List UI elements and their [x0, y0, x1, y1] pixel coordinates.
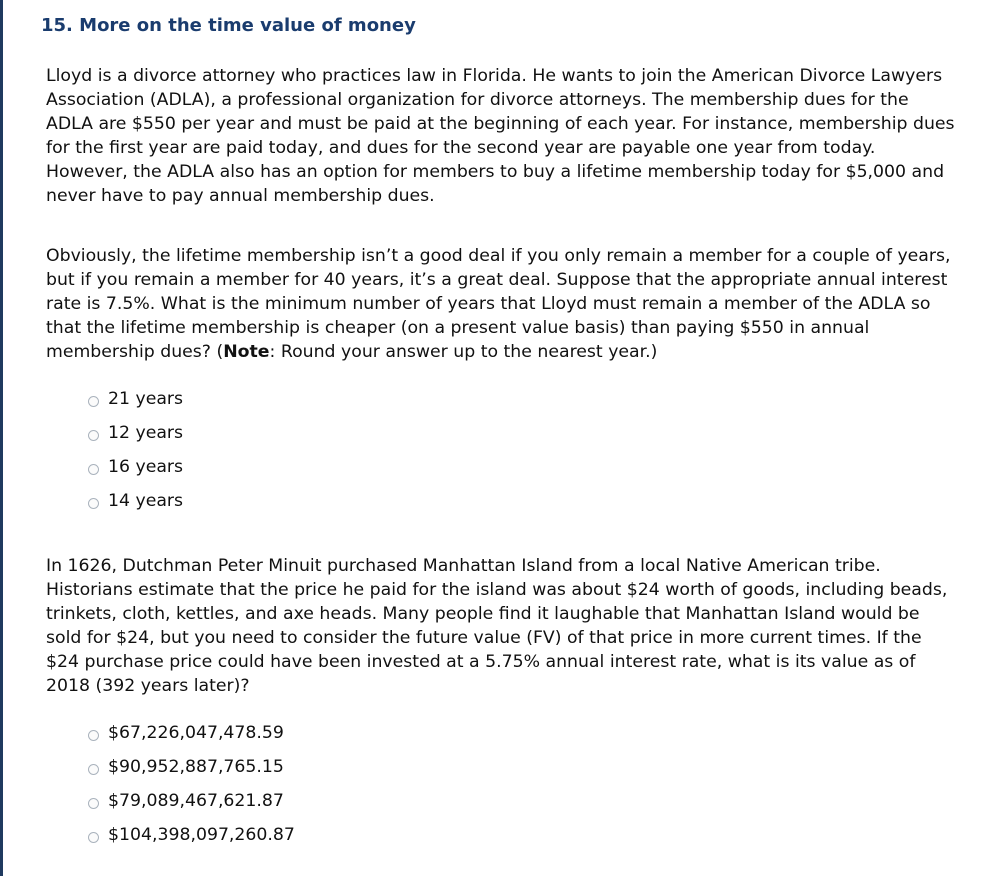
note-text: : Round your answer up to the nearest year.)	[269, 342, 658, 362]
option-16-years[interactable]	[88, 450, 183, 484]
option-label: $90,952,887,765.15	[108, 757, 284, 777]
radio-button[interactable]	[88, 730, 99, 741]
left-border	[0, 0, 3, 876]
option-fv-2[interactable]	[88, 750, 295, 784]
question-title: 15. More on the time value of money	[41, 15, 416, 36]
future-value-options	[88, 716, 295, 852]
option-label: 12 years	[108, 423, 184, 443]
lloyd-scenario-paragraph: Lloyd is a divorce attorney who practices law in Florida. He wants to join the American Divorce Lawyers Association (ADLA), a professional organization for divorce attorneys. The membership dues for the ADLA are $550 per year and must be paid at the beginning of each year. For instance, membership dues for the first year are paid today, and dues for the second year are payable one year from today. However, the ADLA also has an option for members to buy a lifetime membership today for $5,000 and never have to pay annual membership dues.	[46, 66, 955, 206]
radio-button[interactable]	[88, 798, 99, 809]
manhattan-question-paragraph: In 1626, Dutchman Peter Minuit purchased Manhattan Island from a local Native American tribe. Historians estimate that the price he paid for the island was about $24 worth of goods, including beads, trinkets, cloth, kettles, and axe heads. Many people find it laughable that Manhattan Island would be sold for $24, but you need to consider the future value (FV) of that price in more current times. If the $24 purchase price could have been invested at a 5.75% annual interest rate, what is its value as of 2018 (392 years later)?	[46, 556, 948, 696]
option-21-years[interactable]	[88, 382, 183, 416]
option-label: $79,089,467,621.87	[108, 791, 284, 811]
radio-button[interactable]	[88, 464, 99, 475]
lifetime-membership-question	[46, 244, 956, 364]
radio-button[interactable]	[88, 396, 99, 407]
radio-button[interactable]	[88, 498, 99, 509]
radio-button[interactable]	[88, 430, 99, 441]
option-label: 14 years	[108, 491, 184, 511]
option-12-years[interactable]	[88, 416, 183, 450]
option-fv-3[interactable]	[88, 784, 295, 818]
option-label: $104,398,097,260.87	[108, 825, 295, 845]
radio-button[interactable]	[88, 764, 99, 775]
option-label: $67,226,047,478.59	[108, 723, 284, 743]
option-14-years[interactable]	[88, 484, 183, 518]
question-text: Obviously, the lifetime membership isn’t a good deal if you only remain a member for a couple of years, but if you remain a member for 40 years, it’s a great deal. Suppose that the appropriate annual interest rate is 7.5%. What is the minimum number of years that Lloyd must remain a member of the ADLA so that the lifetime membership is cheaper (on a present value basis) than paying $550 in annual membership dues? (	[46, 246, 951, 362]
option-fv-4[interactable]	[88, 818, 295, 852]
option-label: 21 years	[108, 389, 184, 409]
option-label: 16 years	[108, 457, 184, 477]
option-fv-1[interactable]	[88, 716, 295, 750]
radio-button[interactable]	[88, 832, 99, 843]
note-label: Note	[223, 342, 270, 362]
membership-years-options	[88, 382, 183, 518]
